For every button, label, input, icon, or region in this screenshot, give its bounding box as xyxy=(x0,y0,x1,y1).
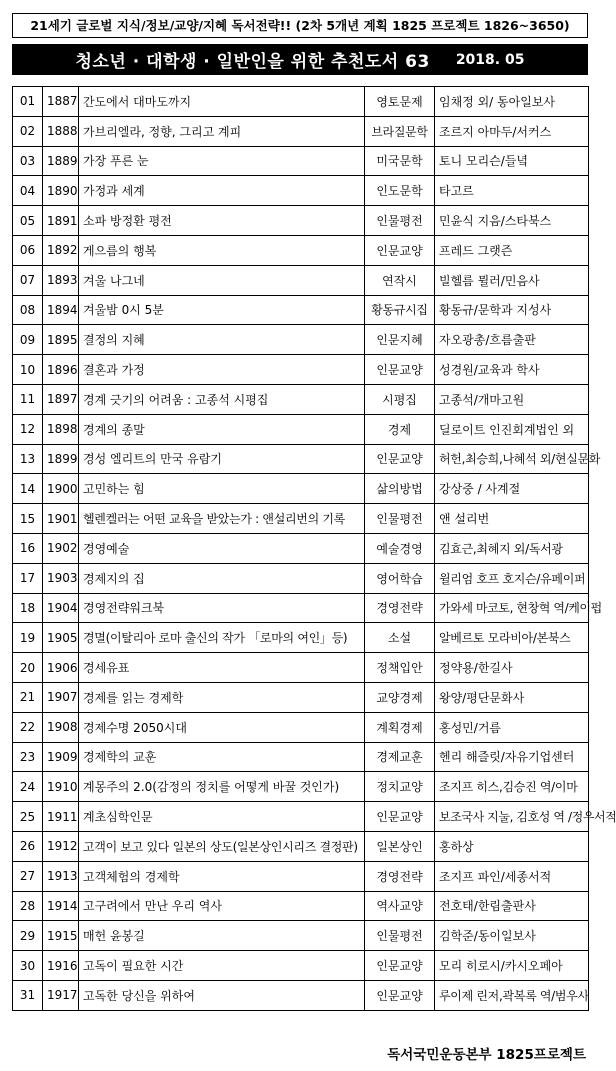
row-number: 25 xyxy=(13,802,43,832)
table-row xyxy=(13,474,589,504)
book-category: 인문교양 xyxy=(365,980,435,1010)
book-author: 홍성민/거름 xyxy=(435,712,589,742)
table-row xyxy=(13,623,589,653)
book-id: 1890 xyxy=(43,176,79,206)
table-row xyxy=(13,593,589,623)
book-category: 미국문학 xyxy=(365,146,435,176)
book-title: 결정의 지혜 xyxy=(79,325,365,355)
book-id: 1910 xyxy=(43,772,79,802)
book-id: 1889 xyxy=(43,146,79,176)
book-title: 경영전략워크북 xyxy=(79,593,365,623)
book-title: 겨울밤 0시 5분 xyxy=(79,295,365,325)
book-author: 성경원/교육과 학사 xyxy=(435,355,589,385)
book-id: 1897 xyxy=(43,384,79,414)
book-id: 1899 xyxy=(43,444,79,474)
book-title: 헬렌켈러는 어떤 교육을 받았는가 : 앤설리번의 기록 xyxy=(79,504,365,534)
row-number: 24 xyxy=(13,772,43,802)
book-title: 간도에서 대마도까지 xyxy=(79,87,365,117)
table-row xyxy=(13,742,589,772)
book-id: 1893 xyxy=(43,265,79,295)
row-number: 12 xyxy=(13,414,43,444)
row-number: 31 xyxy=(13,980,43,1010)
row-number: 22 xyxy=(13,712,43,742)
book-id: 1891 xyxy=(43,206,79,236)
book-title: 게으름의 행복 xyxy=(79,235,365,265)
page-subtitle: 21세기 글로벌 지식/정보/교양/지혜 독서전략!! (2차 5개년 계획 1825 프로젝트 1826~3650) xyxy=(12,13,588,38)
issue-date: 2018. 05 xyxy=(455,51,525,68)
book-author: 민윤식 지음/스타북스 xyxy=(435,206,589,236)
book-category: 인문교양 xyxy=(365,355,435,385)
book-category: 연작시 xyxy=(365,265,435,295)
book-author: 조르지 아마두/서커스 xyxy=(435,116,589,146)
book-id: 1911 xyxy=(43,802,79,832)
book-id: 1887 xyxy=(43,87,79,117)
table-row xyxy=(13,265,589,295)
book-title: 고독이 필요한 시간 xyxy=(79,951,365,981)
table-row xyxy=(13,295,589,325)
book-author: 루이제 린저,곽복록 역/범우사 xyxy=(435,980,589,1010)
table-row xyxy=(13,116,589,146)
book-id: 1909 xyxy=(43,742,79,772)
book-author: 자오광총/흐름출판 xyxy=(435,325,589,355)
book-category: 계획경제 xyxy=(365,712,435,742)
row-number: 04 xyxy=(13,176,43,206)
row-number: 20 xyxy=(13,653,43,683)
book-title: 경계의 종말 xyxy=(79,414,365,444)
book-title: 경성 엘리트의 만국 유람기 xyxy=(79,444,365,474)
book-category: 인문교양 xyxy=(365,802,435,832)
row-number: 05 xyxy=(13,206,43,236)
book-id: 1908 xyxy=(43,712,79,742)
book-author: 빌헬름 뮐러/민음사 xyxy=(435,265,589,295)
book-category: 인물평전 xyxy=(365,921,435,951)
row-number: 28 xyxy=(13,891,43,921)
book-author: 타고르 xyxy=(435,176,589,206)
book-category: 일본상인 xyxy=(365,831,435,861)
row-number: 30 xyxy=(13,951,43,981)
book-author: 윌리엄 호프 호지슨/유페이퍼 xyxy=(435,563,589,593)
book-title: 경제수명 2050시대 xyxy=(79,712,365,742)
book-title: 경제학의 교훈 xyxy=(79,742,365,772)
row-number: 16 xyxy=(13,533,43,563)
table-row xyxy=(13,951,589,981)
book-id: 1896 xyxy=(43,355,79,385)
book-category: 인문교양 xyxy=(365,444,435,474)
book-title: 경멸(이탈리아 로마 출신의 작가 「로마의 여인」등) xyxy=(79,623,365,653)
row-number: 07 xyxy=(13,265,43,295)
row-number: 09 xyxy=(13,325,43,355)
book-category: 경영전략 xyxy=(365,861,435,891)
book-category: 시평집 xyxy=(365,384,435,414)
book-author: 헨리 해즐릿/자유기업센터 xyxy=(435,742,589,772)
table-row xyxy=(13,146,589,176)
book-id: 1905 xyxy=(43,623,79,653)
book-id: 1900 xyxy=(43,474,79,504)
table-row xyxy=(13,414,589,444)
table-row xyxy=(13,563,589,593)
book-category: 인도문학 xyxy=(365,176,435,206)
book-table xyxy=(12,86,616,1011)
book-author: 모리 히로시/카시오페아 xyxy=(435,951,589,981)
book-id: 1915 xyxy=(43,921,79,951)
book-category: 인문교양 xyxy=(365,235,435,265)
book-id: 1902 xyxy=(43,533,79,563)
book-id: 1916 xyxy=(43,951,79,981)
footer-credit: 독서국민운동본부 1825프로젝트 xyxy=(387,1047,586,1063)
book-id: 1914 xyxy=(43,891,79,921)
table-row xyxy=(13,384,589,414)
book-category: 영어학습 xyxy=(365,563,435,593)
table-row xyxy=(13,980,589,1010)
book-title: 고구려에서 만난 우리 역사 xyxy=(79,891,365,921)
table-row xyxy=(13,921,589,951)
row-number: 27 xyxy=(13,861,43,891)
page-title: 청소년 · 대학생 · 일반인을 위한 추천도서 63 xyxy=(75,52,430,72)
book-id: 1912 xyxy=(43,831,79,861)
book-category: 역사교양 xyxy=(365,891,435,921)
book-title: 고객이 보고 있다 일본의 상도(일본상인시리즈 결정판) xyxy=(79,831,365,861)
book-title: 경계 긋기의 어려움 : 고종석 시평집 xyxy=(79,384,365,414)
row-number: 26 xyxy=(13,831,43,861)
book-author: 프레드 그랫즌 xyxy=(435,235,589,265)
row-number: 11 xyxy=(13,384,43,414)
table-row xyxy=(13,861,589,891)
book-author: 조지프 히스,김승진 역/이마 xyxy=(435,772,589,802)
table-row xyxy=(13,831,589,861)
table-row xyxy=(13,504,589,534)
book-title: 소파 방정환 평전 xyxy=(79,206,365,236)
book-title: 계몽주의 2.0(감정의 정치를 어떻게 바꿀 것인가) xyxy=(79,772,365,802)
book-id: 1907 xyxy=(43,682,79,712)
table-row xyxy=(13,355,589,385)
row-number: 06 xyxy=(13,235,43,265)
book-category: 정책입안 xyxy=(365,653,435,683)
book-title: 겨울 나그네 xyxy=(79,265,365,295)
book-category: 소설 xyxy=(365,623,435,653)
book-author: 가와세 마코토, 현창혁 역/케이펍 xyxy=(435,593,589,623)
book-title: 매헌 윤봉길 xyxy=(79,921,365,951)
table-row xyxy=(13,444,589,474)
book-category: 예술경영 xyxy=(365,533,435,563)
book-title: 경제지의 집 xyxy=(79,563,365,593)
book-category: 인물평전 xyxy=(365,504,435,534)
book-id: 1901 xyxy=(43,504,79,534)
book-author: 알베르토 모라비아/본북스 xyxy=(435,623,589,653)
table-row xyxy=(13,87,589,117)
table-row xyxy=(13,325,589,355)
book-author: 왕양/평단문화사 xyxy=(435,682,589,712)
book-category: 영토문제 xyxy=(365,87,435,117)
table-row xyxy=(13,235,589,265)
row-number: 15 xyxy=(13,504,43,534)
row-number: 14 xyxy=(13,474,43,504)
book-author: 황동규/문학과 지성사 xyxy=(435,295,589,325)
book-title: 가장 푸른 눈 xyxy=(79,146,365,176)
book-title: 가브리엘라, 정향, 그리고 계피 xyxy=(79,116,365,146)
table-row xyxy=(13,891,589,921)
book-category: 교양경제 xyxy=(365,682,435,712)
book-author: 김학준/동이일보사 xyxy=(435,921,589,951)
book-category: 인문지혜 xyxy=(365,325,435,355)
table-row xyxy=(13,802,589,832)
row-number: 18 xyxy=(13,593,43,623)
book-title: 결혼과 가정 xyxy=(79,355,365,385)
book-title: 경영예술 xyxy=(79,533,365,563)
row-number: 19 xyxy=(13,623,43,653)
book-id: 1913 xyxy=(43,861,79,891)
row-number: 02 xyxy=(13,116,43,146)
book-author: 홍하상 xyxy=(435,831,589,861)
row-number: 17 xyxy=(13,563,43,593)
book-category: 브라질문학 xyxy=(365,116,435,146)
book-title: 고객체험의 경제학 xyxy=(79,861,365,891)
book-author: 딜로이트 인진회계법인 외 xyxy=(435,414,589,444)
book-author: 김효근,최혜지 외/독서광 xyxy=(435,533,589,563)
book-id: 1892 xyxy=(43,235,79,265)
table-row xyxy=(13,682,589,712)
book-author: 토니 모리슨/들녘 xyxy=(435,146,589,176)
book-category: 정치교양 xyxy=(365,772,435,802)
row-number: 13 xyxy=(13,444,43,474)
book-author: 강상중 / 사계절 xyxy=(435,474,589,504)
book-id: 1894 xyxy=(43,295,79,325)
book-author: 허헌,최승희,나혜석 외/현실문화 xyxy=(435,444,589,474)
title-banner xyxy=(12,44,588,75)
book-author: 보조국사 지눌, 김호성 역 /정우서적 xyxy=(435,802,589,832)
book-id: 1917 xyxy=(43,980,79,1010)
book-title: 경제를 읽는 경제학 xyxy=(79,682,365,712)
table-row xyxy=(13,176,589,206)
book-author: 정약용/한길사 xyxy=(435,653,589,683)
row-number: 23 xyxy=(13,742,43,772)
row-number: 10 xyxy=(13,355,43,385)
row-number: 29 xyxy=(13,921,43,951)
book-category: 경영전략 xyxy=(365,593,435,623)
table-row xyxy=(13,772,589,802)
table-row xyxy=(13,712,589,742)
book-id: 1888 xyxy=(43,116,79,146)
book-author: 임채정 외/ 동아일보사 xyxy=(435,87,589,117)
row-number: 03 xyxy=(13,146,43,176)
book-title: 계초심학인문 xyxy=(79,802,365,832)
book-title: 고독한 당신을 위하여 xyxy=(79,980,365,1010)
book-title: 가정과 세계 xyxy=(79,176,365,206)
book-id: 1903 xyxy=(43,563,79,593)
book-category: 인물평전 xyxy=(365,206,435,236)
row-number: 08 xyxy=(13,295,43,325)
row-number: 01 xyxy=(13,87,43,117)
book-id: 1904 xyxy=(43,593,79,623)
book-category: 경제교훈 xyxy=(365,742,435,772)
row-number: 21 xyxy=(13,682,43,712)
book-category: 인문교양 xyxy=(365,951,435,981)
book-title: 경세유표 xyxy=(79,653,365,683)
book-category: 삶의방법 xyxy=(365,474,435,504)
book-id: 1895 xyxy=(43,325,79,355)
book-title: 고민하는 힘 xyxy=(79,474,365,504)
book-id: 1898 xyxy=(43,414,79,444)
book-author: 고종석/개마고원 xyxy=(435,384,589,414)
table-row xyxy=(13,533,589,563)
book-author: 전호태/한림출판사 xyxy=(435,891,589,921)
table-row xyxy=(13,206,589,236)
book-author: 앤 설리번 xyxy=(435,504,589,534)
table-row xyxy=(13,653,589,683)
book-author: 조지프 파인/세종서적 xyxy=(435,861,589,891)
book-id: 1906 xyxy=(43,653,79,683)
book-category: 경제 xyxy=(365,414,435,444)
book-category: 황동규시집 xyxy=(365,295,435,325)
